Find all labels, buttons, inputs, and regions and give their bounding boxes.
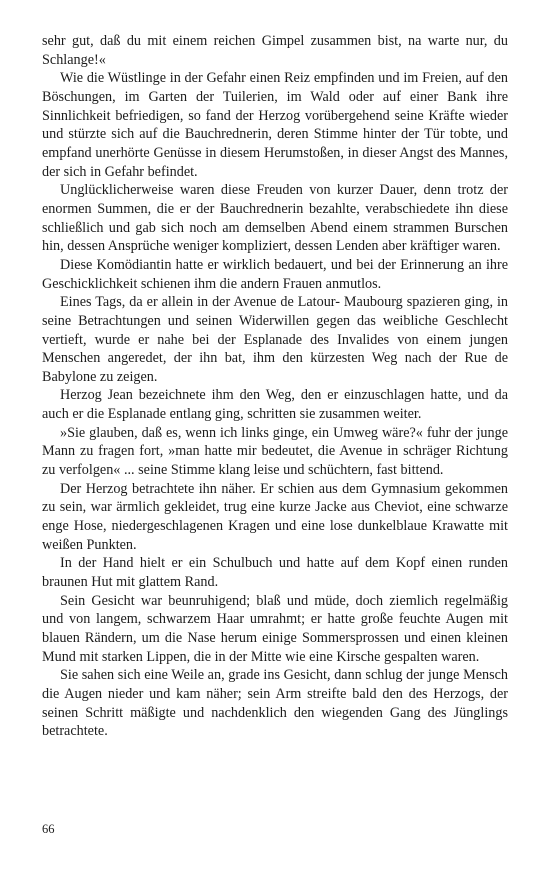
paragraph: Herzog Jean bezeichnete ihm den Weg, den er einzuschlagen hatte, und da auch er die Esplanade entlang ging, schritten sie zusammen weiter. bbox=[42, 387, 508, 423]
paragraph: Diese Komödiantin hatte er wirklich bedauert, und bei der Erinnerung an ihre Geschicklichkeit schienen ihm die andern Frauen anmutlos. bbox=[42, 256, 508, 292]
paragraph: Sie sahen sich eine Weile an, grade ins Gesicht, dann schlug der junge Mensch die Augen nieder und kam näher; sein Arm streifte bald den des Herzogs, der seinen Schritt mäßigte und nachdenklich den wiegenden Gang des Jünglings betrachtete. bbox=[42, 667, 508, 740]
paragraph: In der Hand hielt er ein Schulbuch und hatte auf dem Kopf einen runden braunen Hut mit glattem Rand. bbox=[42, 555, 508, 591]
page-number: 66 bbox=[42, 822, 55, 836]
paragraph: Sein Gesicht war beunruhigend; blaß und müde, doch ziemlich regelmäßig und von langem, schwarzem Haar umrahmt; er hatte große feuchte Augen mit blauen Rändern, um die Nase herum einige Sommersprossen und einen kleinen Mund mit starken Lippen, die in der Mitte wie eine Kirsche gespalten waren. bbox=[42, 592, 508, 665]
paragraph: Wie die Wüstlinge in der Gefahr einen Reiz empfinden und im Freien, auf den Böschungen, im Garten der Tuilerien, im Wald oder auf einer Bank ihre Sinnlichkeit befriedigen, so fand der Herzog vorübergehend seine Kräfte wieder und stürzte sich auf die Bauchrednerin, deren Stimme hinter der Tür tobte, und empfand unerhörte Genüsse in diesem Herumstoßen, in dieser Angst des Mannes, der sich in Gefahr befindet. bbox=[42, 70, 508, 180]
body-text bbox=[42, 32, 508, 741]
paragraph: Unglücklicherweise waren diese Freuden von kurzer Dauer, denn trotz der enormen Summen, die er der Bauchrednerin bezahlte, verabschiedete ihn diese schließlich und gab sich noch am demselben Abend einem strammen Burschen hin, dessen Ansprüche weniger kompliziert, dessen Lenden aber kräftiger waren. bbox=[42, 182, 508, 255]
paragraph: Der Herzog betrachtete ihn näher. Er schien aus dem Gymnasium gekommen zu sein, war ärmlich gekleidet, trug eine kurze Jacke aus Cheviot, eine schwarze enge Hose, niedergeschlagenen Kragen und eine lose dunkelblaue Krawatte mit weißen Punkten. bbox=[42, 480, 508, 553]
paragraph: Eines Tags, da er allein in der Avenue de Latour- Maubourg spazieren ging, in seine Betrachtungen und seinen Widerwillen gegen das weibliche Geschlecht vertieft, wurde er nahe bei der Esplanade des Invalides von einem jungen Menschen angeredet, der ihn bat, ihm den kürzesten Weg nach der Rue de Babylone zu zeigen. bbox=[42, 294, 508, 385]
paragraph: sehr gut, daß du mit einem reichen Gimpel zusammen bist, na warte nur, du Schlange!« bbox=[42, 33, 508, 68]
paragraph: »Sie glauben, daß es, wenn ich links ginge, ein Umweg wäre?« fuhr der junge Mann zu fragen fort, »man hatte mir bedeutet, die Avenue in schräger Richtung zu verfolgen« ... seine Stimme klang leise und schüchtern, fast bittend. bbox=[42, 424, 508, 479]
